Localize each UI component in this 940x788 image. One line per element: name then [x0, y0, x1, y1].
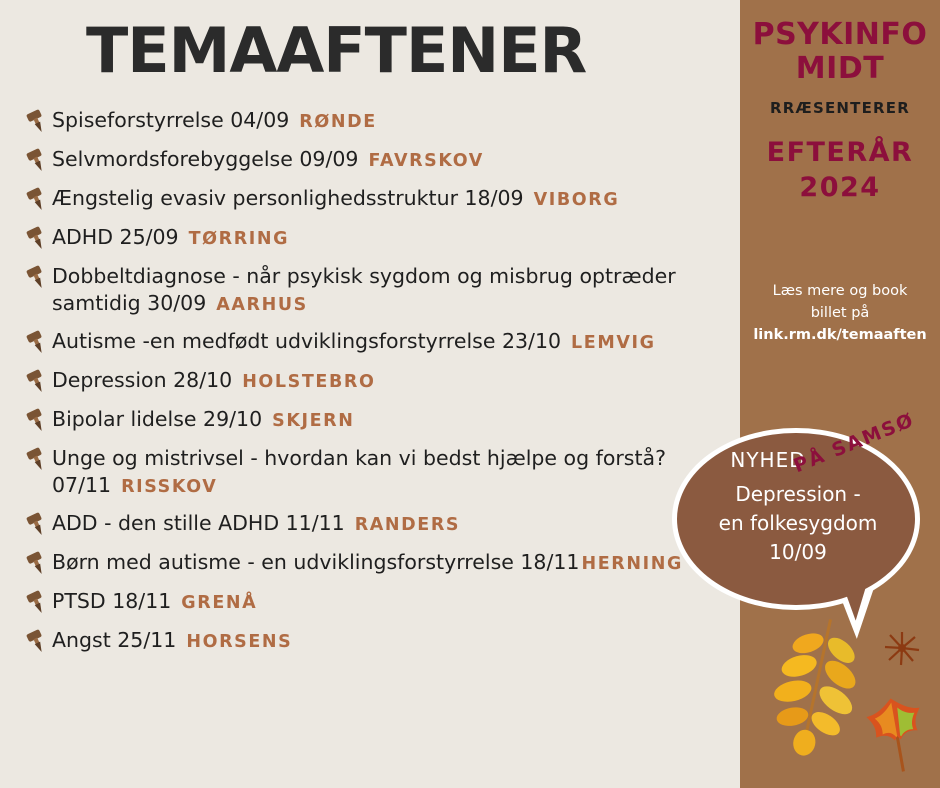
event-title: Selvmordsforebyggelse 09/09 [52, 147, 359, 171]
event-text [52, 146, 484, 173]
pushpin-icon [22, 265, 52, 291]
event-text [52, 445, 752, 499]
event-text [52, 588, 257, 615]
event-title: ADHD 25/09 [52, 225, 179, 249]
maple-leaf-icon [858, 690, 936, 784]
page-title: TEMAAFTENER [86, 14, 587, 87]
pushpin-icon [22, 512, 52, 538]
event-location: HERNING [581, 554, 683, 575]
event-location: FAVRSKOV [368, 151, 484, 171]
event-location: RISSKOV [121, 477, 218, 498]
list-item [22, 549, 752, 577]
event-text [52, 549, 683, 576]
pushpin-icon [22, 408, 52, 434]
event-location: RØNDE [299, 112, 377, 132]
booking-link[interactable]: link.rm.dk/temaaften [753, 326, 927, 343]
brand-panel-content [740, 0, 940, 343]
list-item [22, 627, 752, 655]
event-text [52, 224, 289, 251]
event-title: Angst 25/11 [52, 628, 177, 653]
list-item [22, 445, 752, 499]
pushpin-icon [22, 590, 52, 616]
event-location: HOLSTEBRO [242, 372, 376, 393]
news-badge: NYHED [730, 448, 806, 472]
event-title: Spiseforstyrrelse 04/09 [52, 108, 290, 132]
event-title: Autisme -en medfødt udviklingsforstyrrelse 23/10 [52, 329, 562, 354]
pushpin-icon [22, 187, 52, 213]
season-label-line2: 2024 [799, 171, 881, 203]
event-location: HORSENS [186, 632, 293, 653]
event-location: LEMVIG [571, 333, 656, 354]
event-text [52, 627, 292, 654]
seed-pod-icon [882, 628, 922, 672]
event-title: Depression 28/10 [52, 368, 233, 393]
list-item [22, 328, 752, 356]
list-item [22, 107, 752, 135]
event-text [52, 263, 752, 317]
list-item [22, 224, 752, 252]
pushpin-icon [22, 629, 52, 655]
event-title: Børn med autisme - en udviklingsforstyrrelse 18/11 [52, 550, 580, 575]
season-label-line1: EFTERÅR [766, 137, 914, 169]
event-text [52, 328, 656, 355]
highlight-title-line1: Depression - [735, 482, 861, 506]
event-location: RANDERS [354, 515, 461, 536]
event-location: TØRRING [188, 229, 290, 249]
event-text [52, 107, 377, 134]
pushpin-icon [22, 369, 52, 395]
pushpin-icon [22, 330, 52, 356]
list-item [22, 367, 752, 395]
event-location: GRENÅ [181, 593, 258, 614]
pushpin-icon [22, 148, 52, 174]
event-text [52, 406, 354, 433]
autumn-leaf-icon [762, 608, 872, 762]
list-item [22, 146, 752, 174]
event-text [52, 367, 375, 394]
event-title: PTSD 18/11 [52, 589, 172, 614]
event-title: Ængstelig evasiv personlighedsstruktur 18/09 [52, 186, 524, 210]
event-title: Bipolar lidelse 29/10 [52, 407, 263, 432]
highlight-date: 10/09 [769, 540, 827, 564]
event-location: SKJERN [272, 411, 355, 432]
highlight-title-line2: en folkesygdom [718, 511, 878, 535]
event-location: VIBORG [533, 190, 620, 210]
samso-ribbon-label: PÅ SAMSØ [790, 408, 918, 478]
event-title: ADD - den stille ADHD 11/11 [52, 511, 345, 536]
events-list [22, 107, 752, 666]
pushpin-icon [22, 226, 52, 252]
pushpin-icon [22, 109, 52, 135]
booking-instructions: Læs mere og book billet på [772, 282, 908, 322]
list-item [22, 510, 752, 538]
pushpin-icon [22, 447, 52, 473]
brand-presents-label: RRÆSENTERER [769, 99, 910, 118]
event-title: Unge og mistrivsel - hvordan kan vi bedst hjælpe og forstå? 07/11 [52, 446, 666, 498]
list-item [22, 263, 752, 317]
brand-name-line1: PSYKINFO [752, 17, 928, 52]
event-location: AARHUS [216, 295, 308, 316]
list-item [22, 185, 752, 213]
list-item [22, 406, 752, 434]
brand-name-line2: MIDT [795, 50, 885, 86]
pushpin-icon [22, 551, 52, 577]
event-text [52, 510, 460, 537]
list-item [22, 588, 752, 616]
event-title: Dobbeltdiagnose - når psykisk sygdom og misbrug optræder samtidig 30/09 [52, 264, 676, 316]
event-text [52, 185, 619, 212]
